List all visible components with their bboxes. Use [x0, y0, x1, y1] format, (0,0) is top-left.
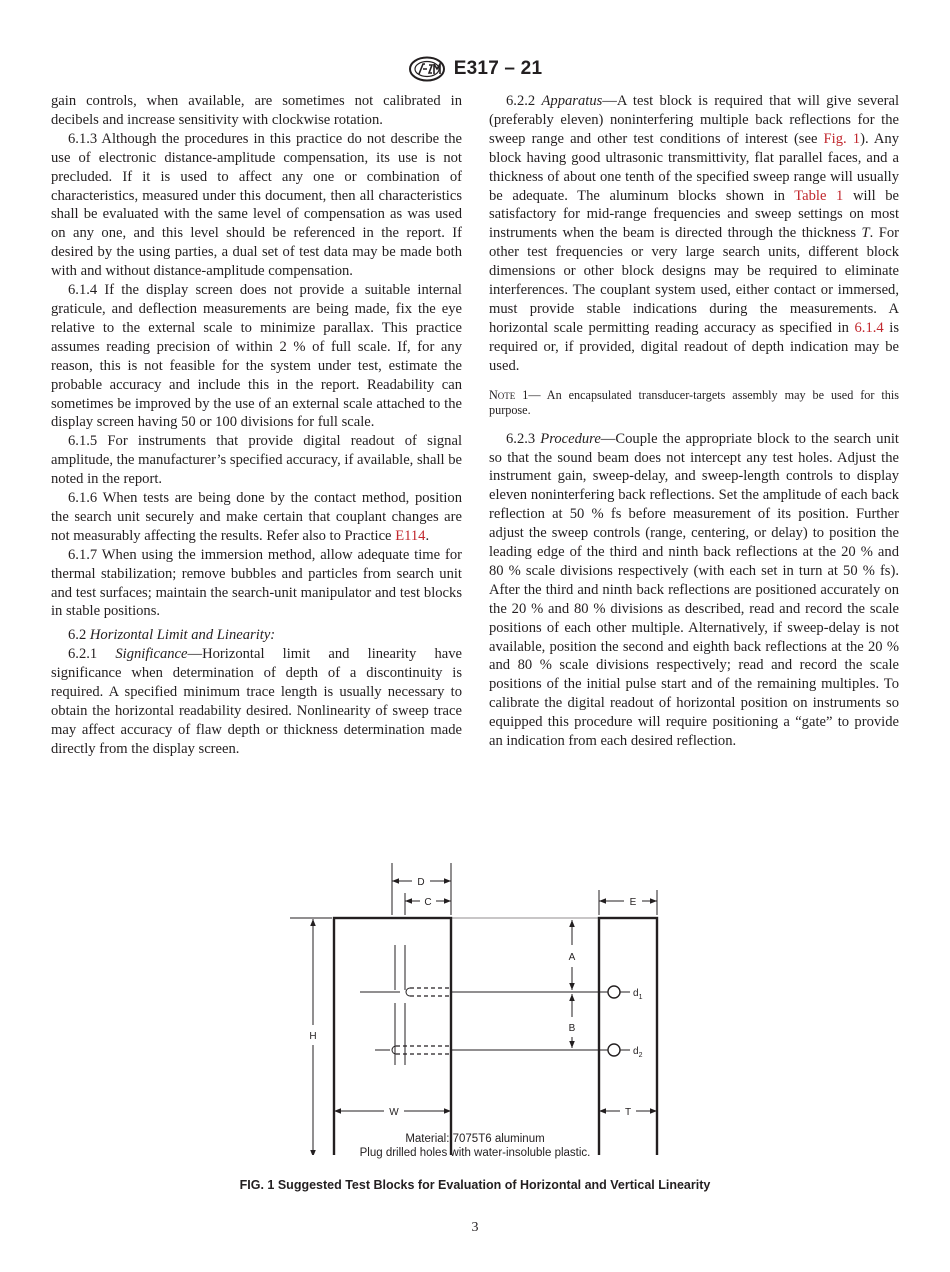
paragraph-text: —Couple the appropriate block to the search unit so that the sound beam does not intercept any test holes. Adjust the instrument gain, sweep-delay, and sweep-length controls to display eleven noninterfering back reflections. Set the amplitude of each back reflection at 50 % fs before measurement of its position. Further adjust the sweep controls (range, centering, or delay) to position the leading edge of the third and ninth back reflections at the 20 % and 80 % scale divisions respectively (with each set in turn at 50 % fs). After the third and ninth back reflections are positioned accurately on the 20 % and 80 % divisions as described, read and record the scale positions of each other multiple. Alternatively, if sweep-delay is not available, position the second and eighth back reflections at the 20 % and 80 % scale divisions respectively; read and record the scale positions of the initial pulse start and of the remaining multiples. To calibrate the digital readout of horizontal position on instruments so equipped this procedure will require positioning a “gate” to provide an indication from each desired reflection.: [489, 430, 899, 750]
paragraph-6-2-1: [51, 645, 462, 758]
figure-caption-material: Material: 7075T6 aluminum: [405, 1133, 545, 1145]
paragraph-6-1-4: 6.1.4 If the display screen does not provide a suitable internal graticule, and deflection measurements are being made, fix the eye relative to the external scale to minimize parallax. This practice assumes reading precision of within 2 % of full scale. If, for any reason, this is not feasible for the system under test, estimate the probable accuracy and include this in the report. Readability can sometimes be improved by the use of an external scale attached to the display screen having 50 or 100 divisions for full scale.: [51, 282, 462, 431]
paragraph-text: is required or, if provided, digital readout of depth indication may be used.: [489, 319, 899, 374]
label-e: E: [629, 897, 637, 908]
label-d1: [633, 988, 643, 1001]
paragraph-text: .: [425, 527, 430, 544]
drilled-hole-1: [406, 988, 410, 996]
paragraph-text: ). Any block having good ultrasonic transmittivity, flat parallel faces, and a thickness of about one tenth of the specified sweep range will usually be adequate. The aluminum blocks shown in: [489, 130, 900, 204]
label-b: B: [568, 1023, 576, 1034]
label-t: T: [624, 1107, 632, 1118]
paragraph-number: 6.2.1: [68, 646, 116, 663]
label-d1-sub: 1: [638, 994, 643, 1001]
label-a: A: [568, 952, 576, 963]
paragraph-title: Apparatus: [541, 93, 603, 109]
paragraph-6-1-5: 6.1.5 For instruments that provide digital readout of signal amplitude, the manufacturer’s specified accuracy, if available, shall be noted in the report.: [51, 433, 462, 488]
variable-t: T: [861, 225, 870, 242]
paragraph-text: . For other test frequencies or very large search units, different block dimensions or other block designs may be required to eliminate interferences. The couplant system used, either contact or immersed, must provide stable indications during the measurements. A horizontal scale permitting reading accuracy as specified in: [489, 225, 899, 336]
link-e114[interactable]: E114: [395, 527, 426, 544]
page-header: [0, 56, 950, 87]
astm-logo-icon: [408, 56, 446, 82]
paragraph-6-2-2: [489, 92, 899, 376]
paragraph-number: 6.2.2: [506, 93, 542, 109]
label-w: W: [389, 1107, 399, 1118]
paragraph-6-1-2-continued: gain controls, when available, are sometimes not calibrated in decibels and increase sensitivity with clockwise rotation.: [51, 93, 462, 128]
paragraph-title: Procedure: [540, 430, 601, 447]
label-d2: [633, 1046, 643, 1059]
paragraph-6-1-6: [51, 489, 462, 546]
label-d1-base: d: [633, 988, 639, 999]
note-1: [489, 388, 899, 418]
hole-d2-circle: [608, 1044, 620, 1056]
note-label: Note 1: [489, 387, 529, 402]
paragraph-6-2-3: [489, 430, 899, 751]
paragraph-text: will be satisfactory for mid-range frequencies and sweep settings on most instruments when the beam is directed through the thickness: [489, 187, 899, 242]
paragraph-6-1-3: 6.1.3 Although the procedures in this practice do not describe the use of electronic distance-amplitude compensation, its use is not precluded. If it is used to affect any one or combination of characteristics, measured under this document, then all characteristics shall be evaluated with the same level of compensation as was used on any one, and this level should be referenced in the report. If desired by the using parties, a dual set of test data may be made both with and without distance-amplitude compensation.: [51, 130, 462, 280]
paragraph-text: —A test block is required that will give several (preferably eleven) noninterfering multiple back reflections for the sweep range and other test conditions of interest (see: [489, 93, 900, 147]
figure-1-bottom-dimensions: [0, 1100, 950, 1124]
figure-title: FIG. 1 Suggested Test Blocks for Evaluation of Horizontal and Vertical Linearity: [239, 1178, 711, 1192]
left-column: [51, 92, 462, 759]
section-6-2-heading: [51, 626, 462, 645]
label-d2-base: d: [633, 1046, 639, 1057]
link-table-1[interactable]: Table 1: [794, 187, 844, 204]
paragraph-text: 6.1.6 When tests are being done by the contact method, position the search unit securely and make certain that couplant changes are not measurably affecting the results. Refer also to Practice: [51, 490, 462, 544]
note-text: — An encapsulated transducer-targets assembly may be used for this purpose.: [489, 387, 900, 417]
section-number: 6.2: [68, 627, 90, 644]
paragraph-title: Significance: [115, 646, 188, 663]
paragraph-number: 6.2.3: [506, 430, 541, 447]
label-c: C: [424, 897, 432, 908]
label-h: H: [309, 1031, 317, 1042]
link-6-1-4[interactable]: 6.1.4: [854, 319, 884, 336]
document-designation: E317 – 21: [453, 58, 543, 79]
hole-d1-circle: [608, 986, 620, 998]
right-column: [489, 92, 899, 751]
section-title: Horizontal Limit and Linearity:: [89, 627, 276, 644]
link-fig-1[interactable]: Fig. 1: [823, 130, 861, 147]
label-d: D: [417, 877, 425, 888]
label-d2-sub: 2: [638, 1052, 643, 1059]
paragraph-text: —Horizontal limit and linearity have significance when determination of depth of a discontinuity is required. A specified minimum trace length is usually necessary to obtain the horizontal readability desired. Nonlinearity of sweep trace may affect accuracy of flaw depth or thickness determination made directly from the display screen.: [51, 646, 462, 757]
paragraph-6-1-7: 6.1.7 When using the immersion method, allow adequate time for thermal stabilization; remove bubbles and particles from search unit and test surfaces; maintain the search-unit manipulator and test blocks in stable positions.: [51, 546, 462, 620]
figure-caption-plug: Plug drilled holes with water-insoluble plastic.: [359, 1147, 591, 1159]
page-number: 3: [471, 1220, 479, 1235]
